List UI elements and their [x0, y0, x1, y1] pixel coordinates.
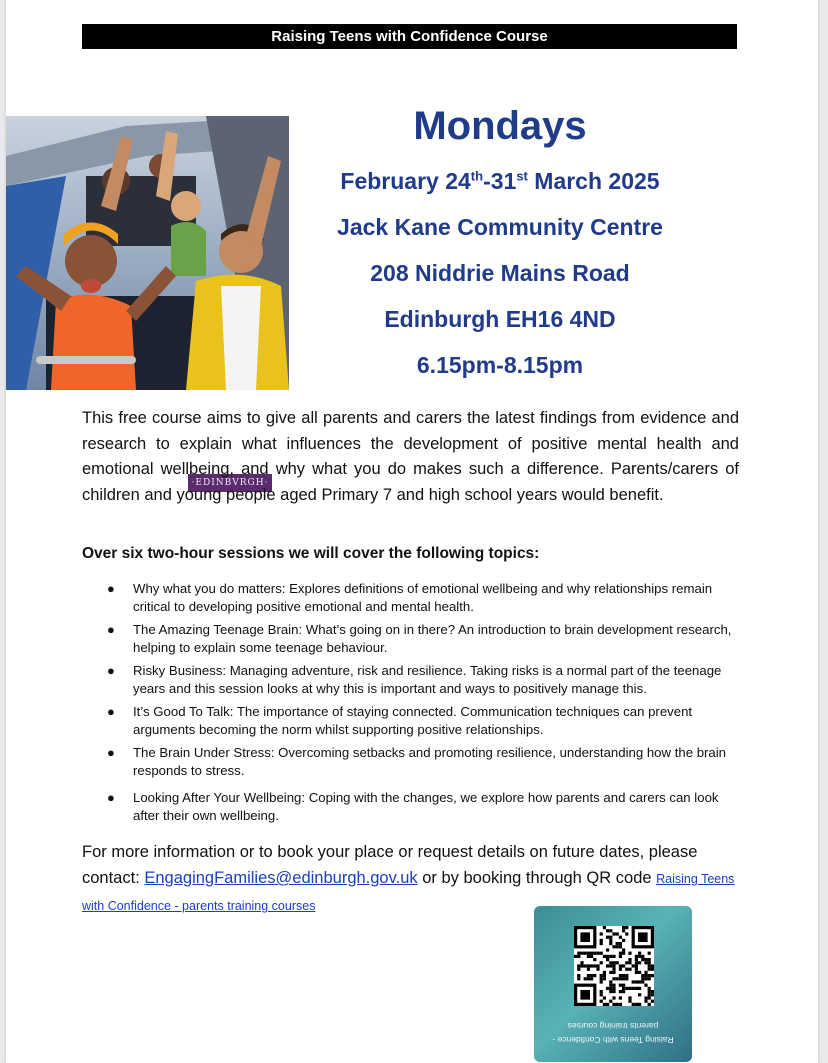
- bullet-icon: ●: [107, 663, 115, 678]
- qr-code-card[interactable]: [534, 906, 692, 1062]
- qr-code[interactable]: [574, 926, 654, 1006]
- bullet-icon: ●: [107, 622, 115, 637]
- topics-list: [102, 580, 742, 830]
- course-title-bar: [82, 24, 737, 49]
- contact-info: For more information or to book your place or request details on future dates, please contact: EngagingFamilies@edinburgh.gov.uk or by booking through QR code Raising Teens with Confidence - parents training courses: [82, 843, 735, 913]
- email-link[interactable]: EngagingFamilies@edinburgh.gov.uk: [144, 869, 418, 887]
- rollercoaster-photo-illustration: [6, 116, 289, 390]
- list-item: ● It’s Good To Talk: The importance of staying connected. Communication techniques can prevent arguments becoming the norm whilst supporting positive relationships.: [107, 704, 693, 737]
- qr-caption: Raising Teens with Confidence - parents training courses: [552, 1021, 674, 1045]
- event-dates: February 24th-31st March 2025: [340, 168, 660, 194]
- list-item: ● Why what you do matters: Explores definitions of emotional wellbeing and why relationships remain critical to developing positive emotional and mental health.: [107, 581, 713, 614]
- event-street: 208 Niddrie Mains Road: [370, 260, 630, 286]
- bullet-icon: ●: [107, 745, 115, 760]
- list-item: ● Risky Business: Managing adventure, risk and resilience. Taking risks is a normal part of the teenage years and this session looks at why this is important and ways to positively manage this.: [107, 663, 722, 696]
- course-title: Raising Teens with Confidence Course: [271, 28, 548, 45]
- edinburgh-logo-text: ·EDINBVRGH·: [191, 478, 269, 488]
- course-booking-link[interactable]: Raising Teens with Confidence - parents training courses: [82, 872, 735, 913]
- event-venue: Jack Kane Community Centre: [337, 214, 663, 240]
- event-day: Mondays: [413, 104, 587, 148]
- event-time: 6.15pm-8.15pm: [416, 352, 584, 378]
- topics-heading: Over six two-hour sessions we will cover the following topics:: [82, 545, 540, 562]
- list-item: ● The Amazing Teenage Brain: What’s going on in there? An introduction to brain development research, helping to explain some teenage behaviour.: [107, 622, 732, 655]
- course-intro: This free course aims to give all parents and carers the latest findings from evidence and research to explain what influences the development of positive mental health and emotional wellbeing, and why what you do makes such a difference. Parents/carers of children and young people aged Primary 7 and high school years would benefit.: [82, 409, 739, 504]
- event-city: Edinburgh EH16 4ND: [384, 306, 616, 332]
- hero-photo: [6, 116, 289, 488]
- event-details: [300, 100, 700, 379]
- list-item: ● The Brain Under Stress: Overcoming setbacks and promoting resilience, understanding how the brain responds to stress.: [107, 745, 727, 778]
- bullet-icon: ●: [107, 581, 115, 596]
- qr-code-icon: [574, 926, 654, 1006]
- bullet-icon: ●: [107, 704, 115, 719]
- list-item: ● Looking After Your Wellbeing: Coping with the changes, we explore how parents and carers can look after their own wellbeing.: [107, 790, 719, 823]
- bullet-icon: ●: [107, 790, 115, 805]
